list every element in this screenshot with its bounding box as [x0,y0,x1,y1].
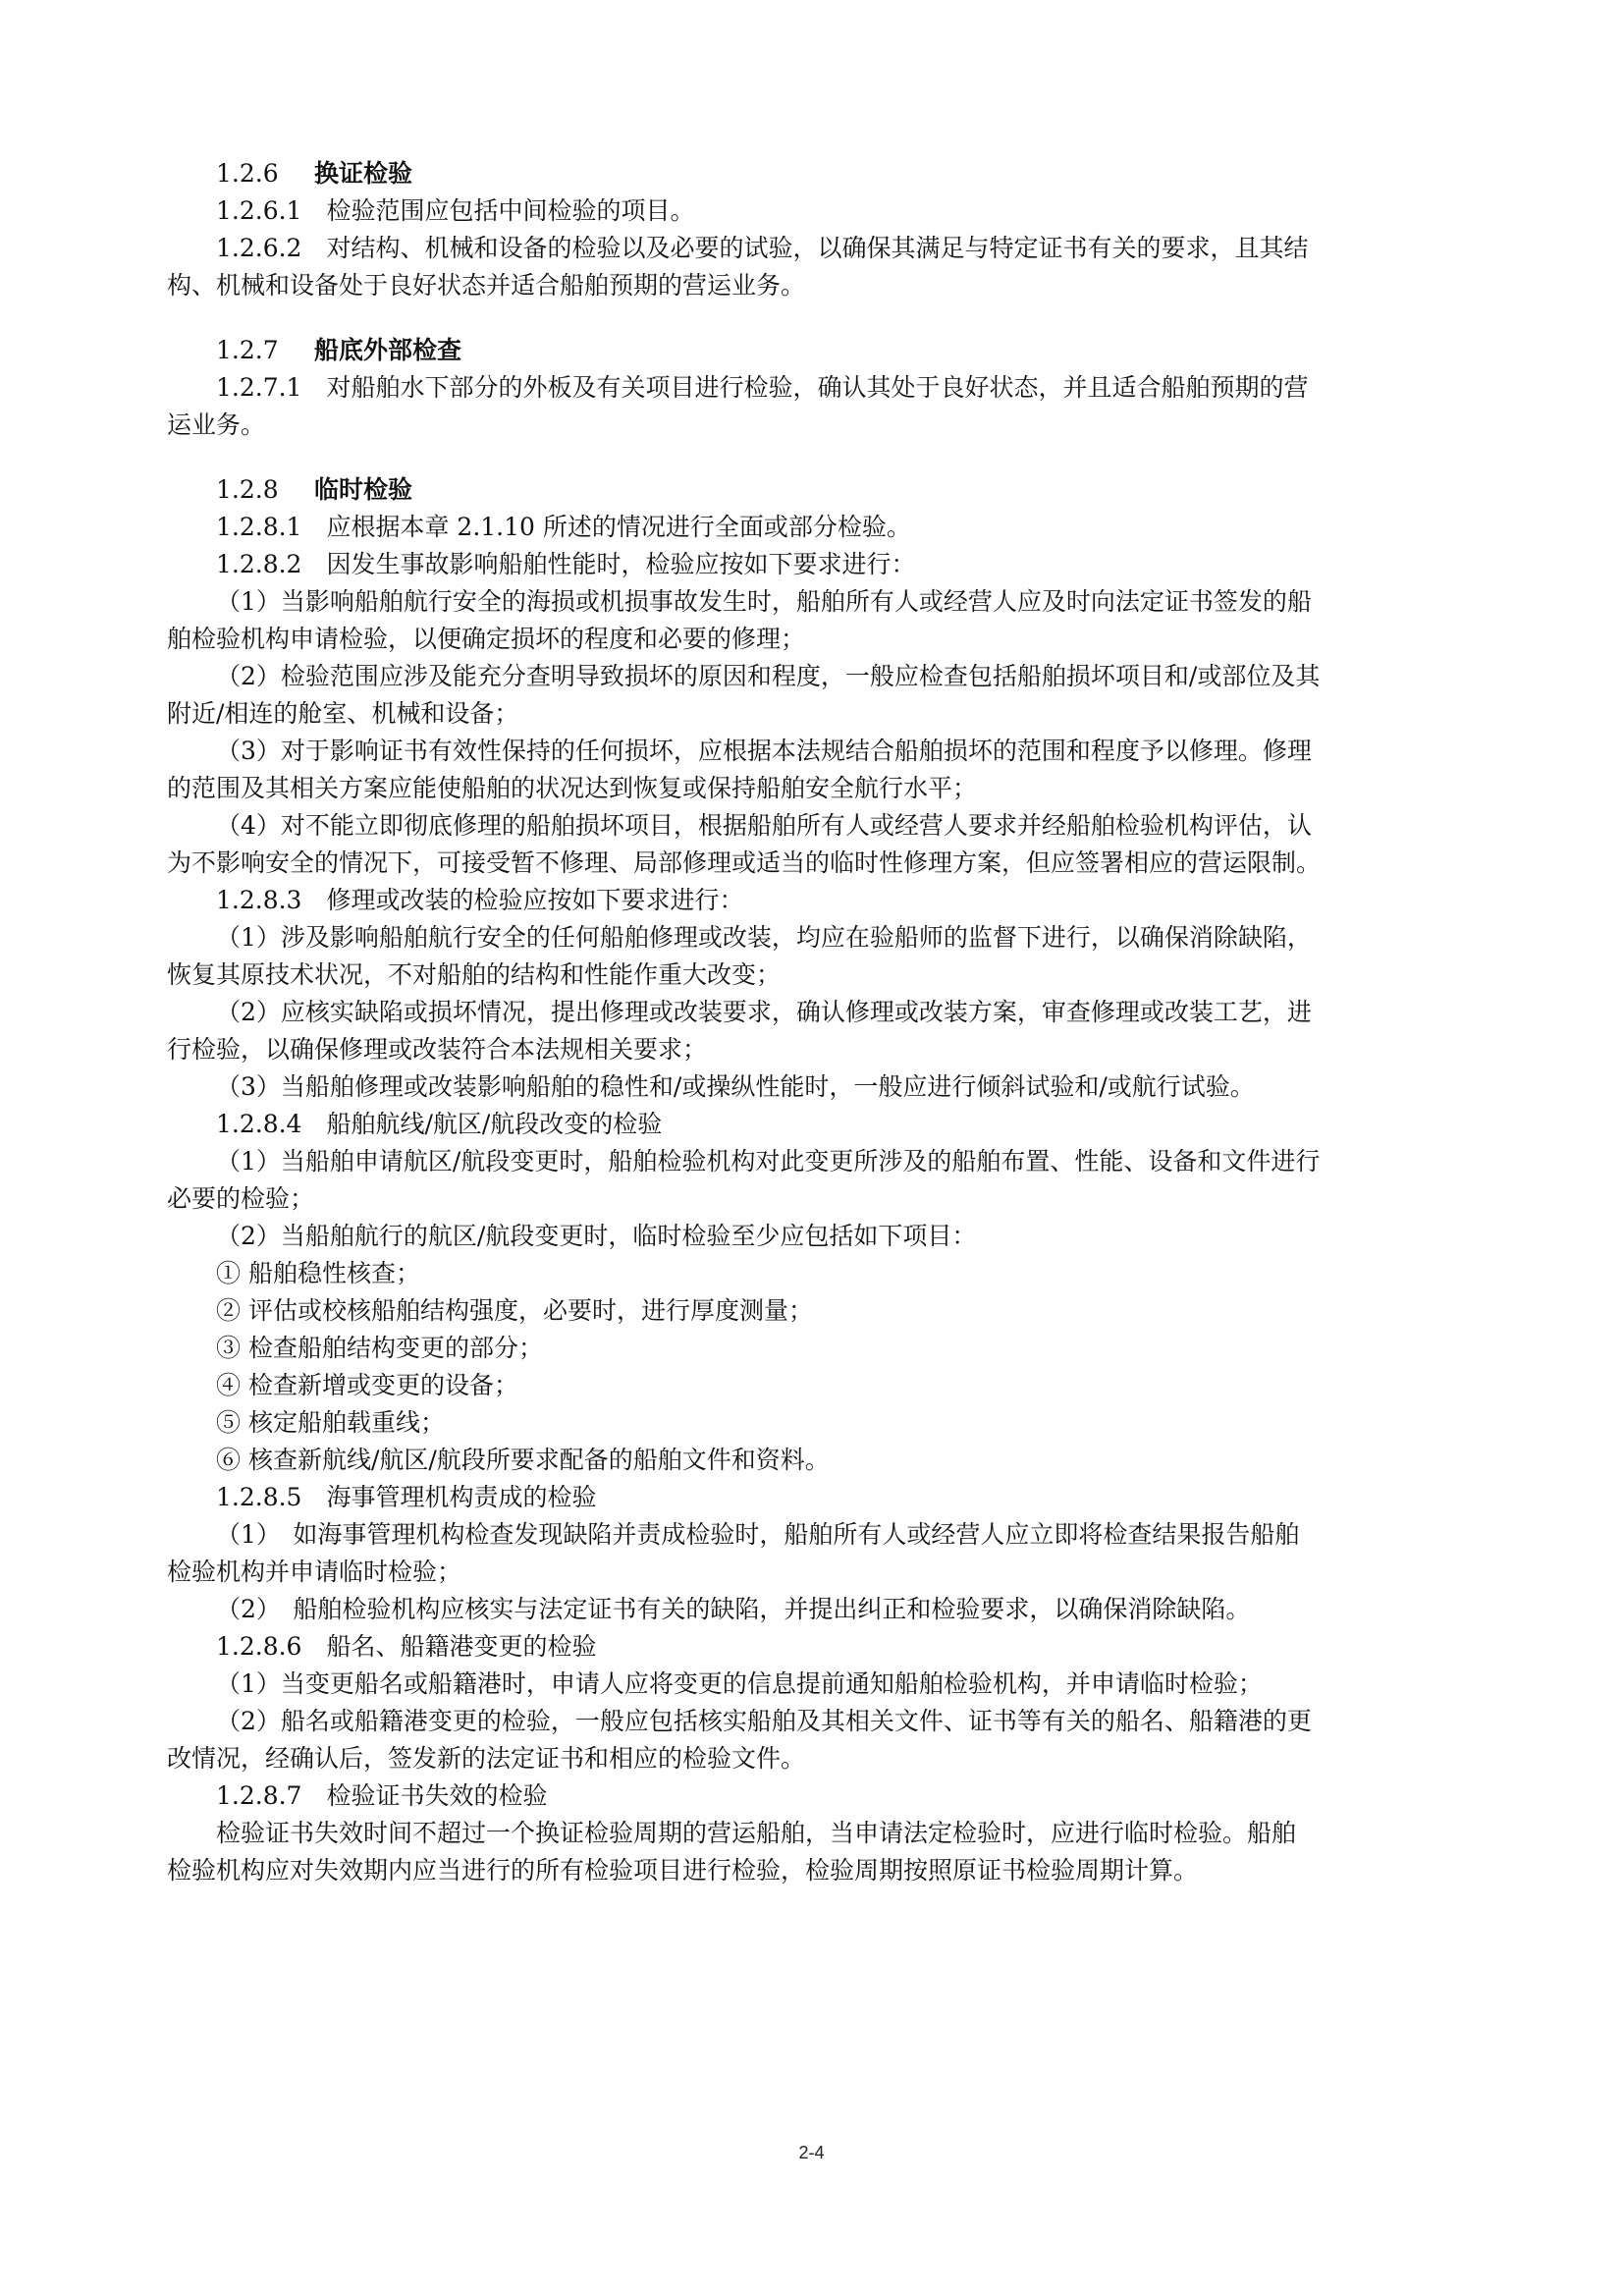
paragraph-line: （2）船名或船籍港变更的检验，一般应包括核实船舶及其相关文件、证书等有关的船名、船籍港的更 [216,1707,1312,1735]
section-heading-1-2-7 [167,332,1483,369]
section-gap [167,444,1483,471]
section-heading-1-2-8 [167,471,1483,509]
paragraph-line: 运业务。 [167,410,266,439]
paragraph-line: （2）当船舶航行的航区/航段变更时，临时检验至少应包括如下项目： [216,1222,977,1250]
list-item: ① 船舶稳性核查； [216,1259,420,1287]
document-body [167,155,1483,1889]
paragraph-line: 1.2.7.1 对船舶水下部分的外板及有关项目进行检验，确认其处于良好状态，并且适合船舶预期的营 [216,373,1309,402]
paragraph-line: 1.2.8.1 应根据本章 2.1.10 所述的情况进行全面或部分检验。 [216,513,911,541]
paragraph-line: 1.2.6.1 检验范围应包括中间检验的项目。 [216,196,695,225]
paragraph-line: （4）对不能立即彻底修理的船舶损坏项目，根据船舶所有人或经营人要求并经船舶检验机构评估，认 [216,811,1312,840]
paragraph-line: 1.2.8.2 因发生事故影响船舶性能时，检验应按如下要求进行： [216,550,916,578]
paragraph-line: （3）当船舶修理或改装影响船舶的稳性和/或操纵性能时，一般应进行倾斜试验和/或航行试验。 [216,1072,1255,1101]
paragraph-line: （2）检验范围应涉及能充分查明导致损坏的原因和程度，一般应检查包括船舶损坏项目和/或部位及其 [216,662,1321,690]
page-number: 2-4 [798,2143,825,2162]
list-item: ⑥ 核查新航线/航区/航段所要求配备的船舶文件和资料。 [216,1446,830,1474]
paragraph-line: 检验机构应对失效期内应当进行的所有检验项目进行检验，检验周期按照原证书检验周期计算。 [167,1856,1199,1885]
paragraph-line: 1.2.6.2 对结构、机械和设备的检验以及必要的试验，以确保其满足与特定证书有关的要求，且其结 [216,234,1309,262]
paragraph-line: 1.2.8.4 船舶航线/航区/航段改变的检验 [216,1110,663,1138]
paragraph-line: 必要的检验； [167,1184,315,1213]
list-item: ④ 检查新增或变更的设备； [216,1371,518,1399]
paragraph-line: （1） 如海事管理机构检查发现缺陷并责成检验时，船舶所有人或经营人应立即将检查结果报告船舶 [216,1520,1300,1549]
paragraph-line: 恢复其原技术状况，不对船舶的结构和性能作重大改变； [167,960,782,989]
section-title: 临时检验 [314,475,413,504]
paragraph-line: （1）当变更船名或船籍港时，申请人应将变更的信息提前通知船舶检验机构，并申请临时检验； [216,1669,1263,1698]
section-title: 船底外部检查 [314,336,462,364]
section-gap [167,304,1483,332]
section-number: 1.2.8 [216,475,279,504]
section-heading-1-2-6 [167,155,1483,192]
paragraph-line: （2） 船舶检验机构应核实与法定证书有关的缺陷，并提出纠正和检验要求，以确保消除缺陷。 [216,1595,1251,1623]
paragraph-line: 1.2.8.3 修理或改装的检验应按如下要求进行： [216,886,744,914]
paragraph-line: 改情况，经确认后，签发新的法定证书和相应的检验文件。 [167,1744,806,1773]
paragraph-line: 行检验，以确保修理或改装符合本法规相关要求； [167,1035,708,1064]
paragraph-line: （1）涉及影响船舶航行安全的任何船舶修理或改装，均应在验船师的监督下进行，以确保消除缺陷， [216,923,1312,952]
paragraph-line: 检验证书失效时间不超过一个换证检验周期的营运船舶，当申请法定检验时，应进行临时检验。船舶 [216,1819,1297,1847]
paragraph-line: （3）对于影响证书有效性保持的任何损坏，应根据本法规结合船舶损坏的范围和程度予以修理。修理 [216,737,1312,765]
list-item: ⑤ 核定船舶载重线； [216,1408,445,1437]
section-number: 1.2.7 [216,336,279,364]
paragraph-line: 为不影响安全的情况下，可接受暂不修理、局部修理或适当的临时性修理方案，但应签署相应的营运限制。 [167,848,1322,877]
paragraph-line: （1）当船舶申请航区/航段变更时，船舶检验机构对此变更所涉及的船舶布置、性能、设备和文件进行 [216,1147,1321,1175]
paragraph-line: 的范围及其相关方案应能使船舶的状况达到恢复或保持船舶安全航行水平； [167,774,978,802]
paragraph-line: 1.2.8.6 船名、船籍港变更的检验 [216,1632,597,1661]
list-item: ③ 检查船舶结构变更的部分； [216,1334,543,1362]
section-title: 换证检验 [314,159,413,188]
paragraph-line: 1.2.8.5 海事管理机构责成的检验 [216,1483,597,1511]
paragraph-line: 1.2.8.7 检验证书失效的检验 [216,1781,548,1810]
list-item: ② 评估或校核船舶结构强度，必要时，进行厚度测量； [216,1296,813,1325]
paragraph-line: 构、机械和设备处于良好状态并适合船舶预期的营运业务。 [167,271,806,300]
paragraph-line: 检验机构并申请临时检验； [167,1558,462,1586]
section-number: 1.2.6 [216,159,279,188]
paragraph-line: （2）应核实缺陷或损坏情况，提出修理或改装要求，确认修理或改装方案，审查修理或改装工艺，进 [216,998,1312,1026]
paragraph-line: 附近/相连的舱室、机械和设备； [167,699,519,728]
paragraph-line: 舶检验机构申请检验，以便确定损坏的程度和必要的修理； [167,625,806,653]
paragraph-line: （1）当影响船舶航行安全的海损或机损事故发生时，船舶所有人或经营人应及时向法定证书签发的船 [216,587,1312,616]
